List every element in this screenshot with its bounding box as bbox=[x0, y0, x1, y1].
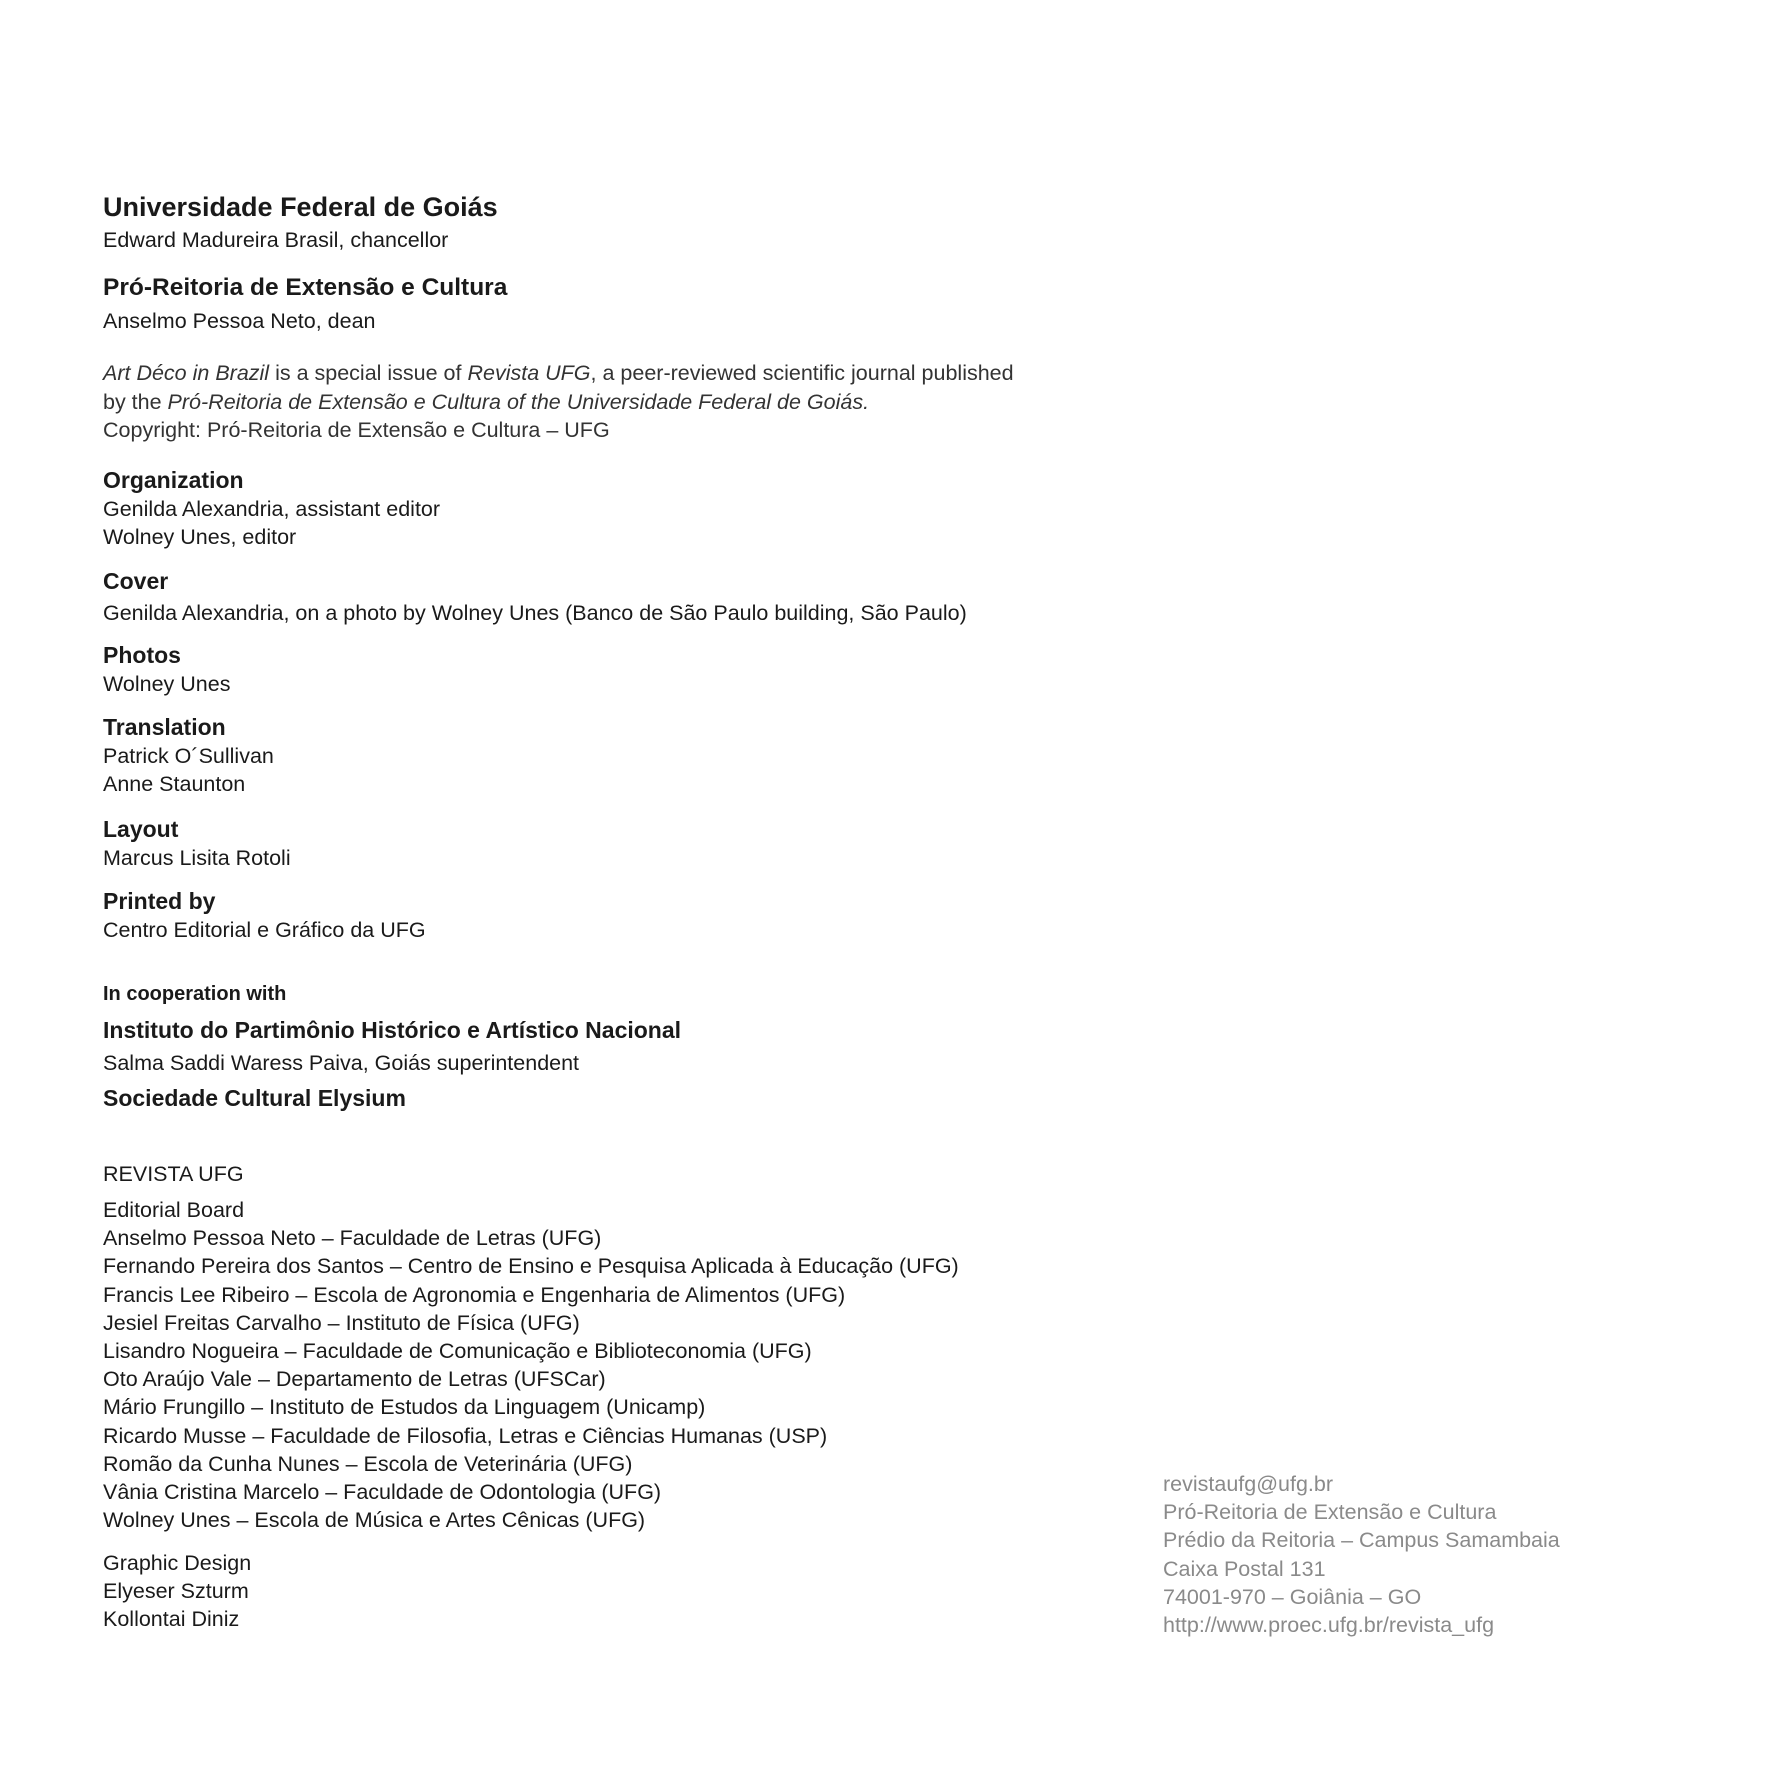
copyright: Copyright: Pró-Reitoria de Extensão e Cultura – UFG bbox=[103, 418, 610, 442]
intro-line-2 bbox=[103, 388, 1014, 417]
board-member: Mário Frungillo – Instituto de Estudos da Linguagem (Unicamp) bbox=[103, 1395, 706, 1420]
section-heading: Photos bbox=[103, 642, 181, 668]
credits-translation bbox=[103, 713, 274, 799]
credits-layout bbox=[103, 815, 291, 872]
credits-cover bbox=[103, 567, 967, 627]
contact-block bbox=[1163, 1470, 1560, 1639]
board-member: Ricardo Musse – Faculdade de Filosofia, Letras e Ciências Humanas (USP) bbox=[103, 1423, 828, 1448]
section-heading: Organization bbox=[103, 467, 244, 493]
section-heading: Printed by bbox=[103, 888, 216, 914]
pro-reitoria-name: Pró-Reitoria de Extensão e Cultura bbox=[103, 274, 508, 301]
cooperation-iphan-superintendent: Salma Saddi Waress Paiva, Goiás superintendent bbox=[103, 1051, 580, 1075]
board-member: Romão da Cunha Nunes – Escola de Veterinária (UFG) bbox=[103, 1451, 633, 1476]
cooperation-iphan: Instituto do Partimônio Histórico e Artístico Nacional bbox=[103, 1017, 682, 1043]
section-heading: Cover bbox=[103, 568, 169, 594]
graphic-design bbox=[103, 1549, 251, 1634]
board-member: Wolney Unes – Escola de Música e Artes Cênicas (UFG) bbox=[103, 1508, 646, 1533]
graphic-design-title: Graphic Design bbox=[103, 1551, 252, 1575]
credits-photos bbox=[103, 641, 230, 698]
intro-line-1 bbox=[103, 359, 1014, 388]
board-member: Vânia Cristina Marcelo – Faculdade de Odontologia (UFG) bbox=[103, 1480, 662, 1505]
board-member: Oto Araújo Vale – Departamento de Letras (UFSCar) bbox=[103, 1367, 606, 1392]
journal-name: REVISTA UFG bbox=[103, 1162, 244, 1186]
board-member: Jesiel Freitas Carvalho – Instituto de Física (UFG) bbox=[103, 1310, 580, 1335]
credit-line: Marcus Lisita Rotoli bbox=[103, 845, 291, 870]
contact-line: 74001-970 – Goiânia – GO bbox=[1163, 1584, 1422, 1609]
credit-line: Wolney Unes, editor bbox=[103, 525, 297, 549]
contact-url: http://www.proec.ufg.br/revista_ufg bbox=[1163, 1613, 1495, 1638]
editorial-board bbox=[103, 1196, 959, 1534]
credits-printed-by bbox=[103, 887, 426, 944]
credit-line: Centro Editorial e Gráfico da UFG bbox=[103, 917, 426, 942]
intro-text: , a peer-reviewed scientific journal published bbox=[590, 361, 1014, 385]
credit-line: Genilda Alexandria, on a photo by Wolney Unes (Banco de São Paulo building, São Paulo) bbox=[103, 600, 967, 625]
credit-line: Genilda Alexandria, assistant editor bbox=[103, 496, 441, 521]
intro-text: is a special issue of bbox=[269, 361, 468, 385]
contact-line: Pró-Reitoria de Extensão e Cultura bbox=[1163, 1500, 1497, 1525]
pro-reitoria-dean: Anselmo Pessoa Neto, dean bbox=[103, 309, 376, 333]
contact-email: revistaufg@ufg.br bbox=[1163, 1472, 1334, 1496]
publisher-italic: Pró-Reitoria de Extensão e Cultura of the Universidade Federal de Goiás. bbox=[167, 389, 870, 414]
section-heading: Translation bbox=[103, 714, 226, 740]
university-name: Universidade Federal de Goiás bbox=[103, 192, 498, 222]
designer: Kollontai Diniz bbox=[103, 1607, 240, 1632]
credit-line: Anne Staunton bbox=[103, 772, 246, 796]
board-member: Lisandro Nogueira – Faculdade de Comunicação e Biblioteconomia (UFG) bbox=[103, 1339, 812, 1364]
credits-organization bbox=[103, 466, 440, 552]
issue-title: Art Déco in Brazil bbox=[103, 361, 270, 385]
editorial-board-title: Editorial Board bbox=[103, 1198, 245, 1222]
board-member: Anselmo Pessoa Neto – Faculdade de Letras (UFG) bbox=[103, 1226, 602, 1251]
board-member: Francis Lee Ribeiro – Escola de Agronomia e Engenharia de Alimentos (UFG) bbox=[103, 1282, 846, 1307]
contact-line: Caixa Postal 131 bbox=[1163, 1556, 1326, 1581]
credit-line: Patrick O´Sullivan bbox=[103, 743, 274, 768]
journal-title: Revista UFG bbox=[467, 361, 591, 385]
credit-line: Wolney Unes bbox=[103, 671, 231, 696]
intro-text: by the bbox=[103, 389, 168, 414]
board-member: Fernando Pereira dos Santos – Centro de Ensino e Pesquisa Aplicada à Educação (UFG) bbox=[103, 1254, 959, 1279]
cooperation-label: In cooperation with bbox=[103, 983, 287, 1005]
section-heading: Layout bbox=[103, 816, 179, 842]
intro-paragraph bbox=[103, 359, 1014, 445]
cooperation-elysium: Sociedade Cultural Elysium bbox=[103, 1085, 406, 1111]
university-chancellor: Edward Madureira Brasil, chancellor bbox=[103, 228, 449, 252]
contact-line: Prédio da Reitoria – Campus Samambaia bbox=[1163, 1528, 1560, 1553]
designer: Elyeser Szturm bbox=[103, 1579, 249, 1604]
